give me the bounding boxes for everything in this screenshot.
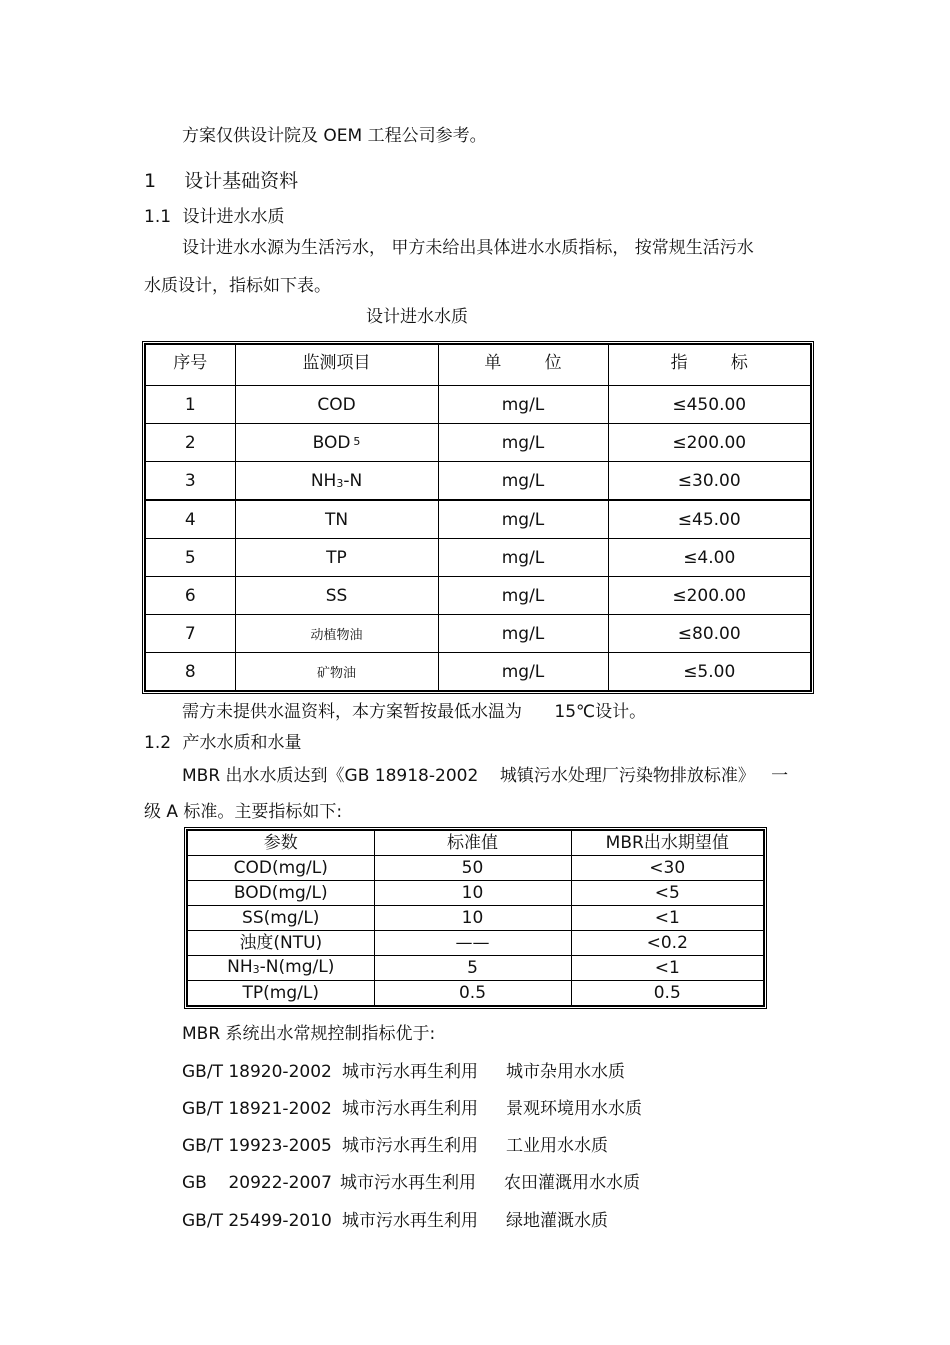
value-cell: ≤200.00 xyxy=(608,577,811,615)
row-number: 1 xyxy=(145,386,235,424)
table-row xyxy=(145,500,811,539)
column-header: 序号 xyxy=(145,344,235,386)
param-text: -N(mg/L) xyxy=(259,957,335,977)
unit-cell: mg/L xyxy=(438,500,608,539)
value-cell: ≤4.00 xyxy=(608,539,811,577)
standard-category: 城市污水再生利用 xyxy=(342,1136,478,1156)
paragraph: 设计进水水源为生活污水， 甲方未给出具体进水水质指标， 按常规生活污水 xyxy=(182,238,754,258)
table-row xyxy=(145,462,811,501)
standard-name: 工业用水水质 xyxy=(506,1136,608,1156)
table-header-row xyxy=(145,344,811,386)
section-title: 设计进水水质 xyxy=(182,207,285,227)
value-cell: ≤30.00 xyxy=(608,462,811,501)
standard-name: 景观环境用水水质 xyxy=(506,1099,642,1119)
paragraph: MBR 出水水质达到《GB 18918-2002 城镇污水处理厂污染物排放标准》 一 xyxy=(182,766,789,786)
table-row xyxy=(145,539,811,577)
unit-cell: mg/L xyxy=(438,462,608,501)
standard-value-cell: 10 xyxy=(374,881,571,906)
monitoring-item xyxy=(235,424,438,462)
row-number: 4 xyxy=(145,500,235,539)
standard-line xyxy=(182,1210,608,1232)
column-header: 标准值 xyxy=(374,830,571,856)
unit-cell: mg/L xyxy=(438,539,608,577)
section-title: 产水水质和水量 xyxy=(182,733,302,753)
expected-value-cell: <0.2 xyxy=(571,931,764,956)
row-number: 3 xyxy=(145,462,235,501)
expected-value-cell: 0.5 xyxy=(571,981,764,1007)
monitoring-item: 矿物油 xyxy=(235,653,438,692)
table-caption: 设计进水水质 xyxy=(366,307,468,327)
section-number: 1.2 xyxy=(144,733,172,753)
table-row xyxy=(187,981,764,1007)
value-cell: ≤200.00 xyxy=(608,424,811,462)
standard-line xyxy=(182,1098,642,1120)
standard-category: 城市污水再生利用 xyxy=(342,1062,478,1082)
item-text: -N xyxy=(343,470,363,491)
table-row xyxy=(187,906,764,931)
table-header-row xyxy=(187,830,764,856)
row-number: 6 xyxy=(145,577,235,615)
unit-cell: mg/L xyxy=(438,424,608,462)
standard-code: GB/T 25499-2010 xyxy=(182,1211,332,1231)
monitoring-item xyxy=(235,462,438,501)
parameter-cell xyxy=(187,956,374,981)
parameter-cell: COD(mg/L) xyxy=(187,856,374,881)
standard-value-cell: 50 xyxy=(374,856,571,881)
value-cell: ≤450.00 xyxy=(608,386,811,424)
section-1-1-heading xyxy=(144,206,284,228)
monitoring-item: TP xyxy=(235,539,438,577)
table-row xyxy=(145,615,811,653)
column-header: MBR出水期望值 xyxy=(571,830,764,856)
unit-cell: mg/L xyxy=(438,386,608,424)
standard-name: 绿地灌溉水质 xyxy=(506,1211,608,1231)
standard-name: 农田灌溉用水水质 xyxy=(504,1173,640,1193)
expected-value-cell: <1 xyxy=(571,906,764,931)
standard-code: GB/T 19923-2005 xyxy=(182,1136,332,1156)
item-text: BOD xyxy=(312,432,351,453)
row-number: 5 xyxy=(145,539,235,577)
table-row xyxy=(187,856,764,881)
unit-cell: mg/L xyxy=(438,577,608,615)
value-cell: ≤45.00 xyxy=(608,500,811,539)
section-number: 1.1 xyxy=(144,207,172,227)
standard-code: GB/T 18920-2002 xyxy=(182,1062,332,1082)
section-title: 设计基础资料 xyxy=(184,170,299,192)
expected-value-cell: <5 xyxy=(571,881,764,906)
column-header: 指 标 xyxy=(608,344,811,386)
effluent-quality-table xyxy=(186,829,765,1007)
monitoring-item: SS xyxy=(235,577,438,615)
monitoring-item: COD xyxy=(235,386,438,424)
column-header: 单 位 xyxy=(438,344,608,386)
standard-line xyxy=(182,1061,625,1083)
intro-text: 方案仅供设计院及 OEM 工程公司参考。 xyxy=(182,126,487,146)
param-subscript: 3 xyxy=(252,963,260,976)
row-number: 8 xyxy=(145,653,235,692)
standard-code: GB/T 18921-2002 xyxy=(182,1099,332,1119)
standard-name: 城市杂用水水质 xyxy=(506,1062,625,1082)
standard-code: GB 20922-2007 xyxy=(182,1173,332,1193)
value-cell: ≤80.00 xyxy=(608,615,811,653)
temperature-note: 需方未提供水温资料，本方案暂按最低水温为 15℃设计。 xyxy=(182,702,647,722)
section-number: 1 xyxy=(144,170,157,192)
standard-value-cell: 10 xyxy=(374,906,571,931)
row-number: 7 xyxy=(145,615,235,653)
table-row xyxy=(187,881,764,906)
standard-line xyxy=(182,1135,608,1157)
column-header: 参数 xyxy=(187,830,374,856)
parameter-cell: SS(mg/L) xyxy=(187,906,374,931)
standard-line xyxy=(182,1172,640,1194)
parameter-cell: 浊度(NTU) xyxy=(187,931,374,956)
item-text: NH xyxy=(310,470,337,491)
table-row xyxy=(187,931,764,956)
parameter-cell: TP(mg/L) xyxy=(187,981,374,1007)
parameter-cell: BOD(mg/L) xyxy=(187,881,374,906)
row-number: 2 xyxy=(145,424,235,462)
monitoring-item: 动植物油 xyxy=(235,615,438,653)
column-header: 监测项目 xyxy=(235,344,438,386)
standard-category: 城市污水再生利用 xyxy=(340,1173,476,1193)
item-superscript: 5 xyxy=(353,434,361,448)
standard-value-cell: —— xyxy=(374,931,571,956)
standard-category: 城市污水再生利用 xyxy=(342,1211,478,1231)
standard-category: 城市污水再生利用 xyxy=(342,1099,478,1119)
control-intro: MBR 系统出水常规控制指标优于: xyxy=(182,1024,436,1044)
table-row xyxy=(145,577,811,615)
monitoring-item: TN xyxy=(235,500,438,539)
table-row xyxy=(187,956,764,981)
paragraph: 水质设计，指标如下表。 xyxy=(144,276,331,296)
section-1-2-heading xyxy=(144,732,301,754)
paragraph: 级 A 标准。主要指标如下: xyxy=(144,802,343,822)
section-1-heading xyxy=(144,170,298,192)
standard-value-cell: 0.5 xyxy=(374,981,571,1007)
table-row xyxy=(145,653,811,692)
table-row xyxy=(145,386,811,424)
expected-value-cell: <1 xyxy=(571,956,764,981)
table-row xyxy=(145,424,811,462)
item-subscript: 3 xyxy=(336,476,344,490)
unit-cell: mg/L xyxy=(438,615,608,653)
standard-value-cell: 5 xyxy=(374,956,571,981)
influent-quality-table xyxy=(144,343,812,692)
unit-cell: mg/L xyxy=(438,653,608,692)
value-cell: ≤5.00 xyxy=(608,653,811,692)
expected-value-cell: <30 xyxy=(571,856,764,881)
param-text: NH xyxy=(227,957,253,977)
